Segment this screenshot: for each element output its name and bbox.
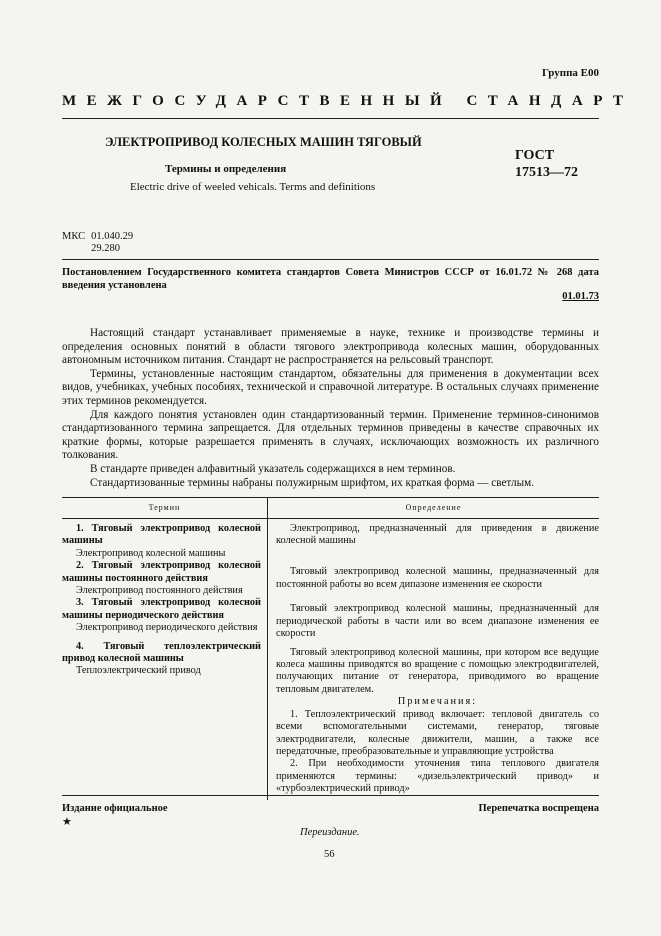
definition-text: Тяговый электропривод колесной машины, предназначенный для постоянной работы во всем дипазоне изменения ее скорости (276, 566, 599, 590)
term-cell (62, 641, 268, 800)
term-main: 3. Тяговый электропривод колесной машины периодического действия (62, 597, 261, 621)
header-definition: Определение (268, 498, 600, 519)
intro-paragraph: Термины, установленные настоящим стандартом, обязательны для применения в документации всех видов, учебниках, учебных пособиях, технической и справочной литературе. В остальных случаях применение этих терминов рекомендуется. (62, 367, 599, 407)
table-row (62, 519, 599, 561)
gost-label: ГОСТ (515, 148, 555, 163)
group-code: Группа Е00 (541, 67, 599, 79)
decree-rule (62, 259, 599, 260)
official-edition: Издание официальное (62, 803, 168, 814)
star-icon: ★ (62, 816, 72, 828)
english-title: Electric drive of weeled vehicals. Terms and definitions (130, 181, 376, 193)
table-end-rule (62, 795, 599, 796)
gost-designation (515, 147, 578, 181)
decree-text: Постановлением Государственного комитета стандартов Совета Министров СССР от 16.01.72 № 268 дата введения установлена (62, 267, 599, 291)
term-main: 1. Тяговый электропривод колесной машины (62, 523, 261, 547)
term-cell (62, 597, 268, 640)
intro-text (62, 327, 599, 490)
table-row (62, 560, 599, 597)
definition-text: Тяговый электропривод колесной машины, предназначенный для периодической работы в части или во всем диапазоне изменения ее скорости (276, 603, 599, 640)
intro-paragraph: В стандарте приведен алфавитный указатель содержащихся в нем терминов. (90, 462, 456, 475)
term-short: Электропривод периодического действия (76, 622, 258, 634)
definition-cell (268, 597, 600, 640)
page-number: 56 (324, 849, 335, 860)
definition-cell (268, 560, 600, 597)
definition-cell (268, 641, 600, 800)
term-main: 2. Тяговый электропривод колесной машины постоянного действия (62, 560, 261, 584)
term-short: Электропривод постоянного действия (76, 585, 243, 597)
document-title: ЭЛЕКТРОПРИВОД КОЛЕСНЫХ МАШИН ТЯГОВЫЙ (105, 135, 422, 149)
term-short: Электропривод колесной машины (76, 547, 226, 559)
banner-rule (62, 118, 599, 119)
term-short: Теплоэлектрический привод (76, 665, 201, 677)
standard-banner: МЕЖГОСУДАРСТВЕННЫЙ СТАНДАРТ (62, 93, 634, 109)
table-row (62, 597, 599, 640)
intro-paragraph: Для каждого понятия установлен один стандартизованный термин. Применение терминов-синонимов стандартизованного термина запрещается. Для отдельных терминов приведены в качестве справочных их краткие формы, которые разрешается применять в случаях, исключающих возможность их различного толкования. (62, 408, 599, 462)
notes-label: Примечания: (397, 696, 478, 708)
intro-paragraph: Стандартизованные термины набраны полужирным шрифтом, их краткая форма — светлым. (90, 476, 535, 489)
mks-label: МКС (62, 231, 86, 242)
table-header-row (62, 498, 599, 519)
mks-codes (62, 231, 133, 255)
table-row (62, 641, 599, 800)
definition-text: Электропривод, предназначенный для приведения в движение колесной машины (276, 523, 599, 547)
note-item: 2. При необходимости уточнения типа теплового двигателя применяются термины: «дизельэлектрический привод» и «турбоэлектрический привод» (276, 758, 599, 795)
effective-date: 01.01.73 (562, 291, 599, 302)
note-item: 1. Теплоэлектрический привод включает: тепловой двигатель со всеми вспомогательными системами, генератор, тяговые электродвигатели, колесные движители, машин, а также все передаточные, преобразовательные и управляющие устройства (276, 708, 599, 757)
mks-code-1: 01.040.29 (91, 231, 134, 242)
gost-number: 17513—72 (515, 165, 578, 180)
term-main: 4. Тяговый теплоэлектрический привод колесной машины (62, 640, 261, 665)
document-subtitle: Термины и определения (165, 163, 287, 175)
mks-code-2: 29.280 (91, 243, 120, 254)
reissue-note: Переиздание. (300, 827, 360, 838)
intro-paragraph: Настоящий стандарт устанавливает применяемые в науке, технике и производстве термины и определения основных понятий в области тягового электропривода колесных машин, оборудованных автономным источником питания. Стандарт не распространяется на рельсовый транспорт. (62, 327, 599, 367)
term-cell (62, 560, 268, 597)
definition-cell (268, 519, 600, 561)
term-cell (62, 519, 268, 561)
terms-table (62, 497, 599, 800)
header-term: Термин (62, 498, 268, 519)
definition-text: Тяговый электропривод колесной машины, при котором все ведущие колеса машины приводятся во вращение с помощью электродвигателей, получающих питание от генератора, приводимого во вращение тепловым двигателем. (276, 646, 599, 695)
reprint-ban: Перепечатка воспрещена (478, 803, 599, 814)
